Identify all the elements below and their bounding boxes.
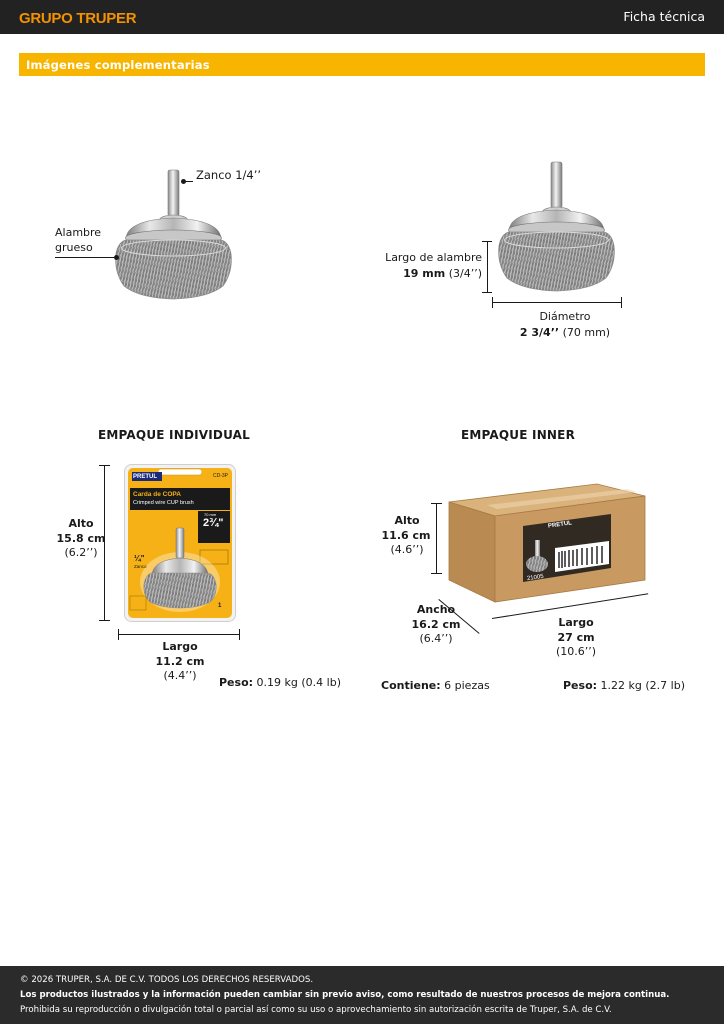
section-header [19,53,705,76]
individual-height-metric: 15.8 cm [56,532,106,545]
individual-length-imperial: (4.4’’) [163,669,197,682]
inner-length-label: Largo [558,616,594,629]
blister-card-image [124,464,236,622]
diameter-metric: (70 mm) [562,326,611,339]
dimension-tick [239,629,240,640]
dimension-tick [431,573,442,574]
card-size-mm: 70 mm [204,512,217,517]
card-shank-size: ¼" [134,554,145,563]
wire-length-imperial: (3/4’’) [448,267,482,280]
diameter-dimension-line [493,302,622,303]
inner-height-dimension-line [436,503,437,574]
individual-length-metric: 11.2 cm [155,655,205,668]
box-brand: PRETUL [547,520,573,530]
individual-length-label: Largo [162,640,198,653]
wire-length-value [360,267,482,282]
wire-label-line2: grueso [55,241,93,254]
shipping-box-image [447,482,647,604]
footer-copyright: © 2026 TRUPER, S.A. DE C.V. TODOS LOS DERECHOS RESERVADOS. [20,975,314,985]
shank-leader-dot [181,179,186,184]
card-size: 2¾" [203,517,224,529]
card-brand: PRETUL [133,474,157,480]
individual-package-title: EMPAQUE INDIVIDUAL [98,428,250,442]
product-image-left [108,168,240,302]
inner-length-imperial: (10.6’’) [555,645,597,658]
inner-width-metric: 16.2 cm [411,618,461,631]
individual-weight-label: Peso: [219,676,254,689]
individual-height-imperial: (6.2’’) [64,546,98,559]
inner-length-metric: 27 cm [557,631,595,644]
inner-contents [381,679,490,694]
individual-height-label: Alto [68,517,94,530]
wire-length-label: Largo de alambre [385,251,482,264]
inner-width-label: Ancho [416,603,456,616]
diameter-value [495,326,635,341]
blister-card [124,464,236,622]
wire-leader-line [55,257,117,258]
document-type: Ficha técnica [623,9,705,24]
inner-weight-value: 1.22 kg (2.7 lb) [600,679,685,692]
inner-package-title: EMPAQUE INNER [460,428,576,442]
dimension-tick [482,241,492,242]
shank-label: Zanco 1/4’’ [196,168,262,182]
dimension-tick [99,620,110,621]
card-product-name-en: Crimped wire CUP brush [133,500,194,506]
wire-length-metric: 19 mm [403,267,446,280]
inner-height-label: Alto [394,514,420,527]
inner-contents-label: Contiene: [381,679,441,692]
individual-weight [219,676,341,691]
card-product-name: Carda de COPA [133,491,181,498]
inner-height-imperial: (4.6’’) [390,543,424,556]
footer-legal: Prohibida su reproducción o divulgación total o parcial así como su uso o aprovechamiento sin autorización escrita de Truper, S.A. de C.V. [20,1005,612,1015]
cup-brush-image [491,160,623,294]
wire-label-line1: Alambre [55,226,102,239]
diameter-label: Diámetro [539,310,591,323]
dimension-tick [118,629,119,640]
dimension-tick [482,292,492,293]
dimension-tick [621,297,622,308]
card-code: CD-3P [213,473,229,479]
inner-width-imperial: (6.4’’) [419,632,453,645]
section-title: Imágenes complementarias [26,58,210,72]
inner-contents-value: 6 piezas [444,679,490,692]
page-footer [0,966,724,1024]
dimension-tick [431,503,442,504]
individual-length-dimension-line [119,634,240,635]
dimension-tick [492,297,493,308]
wire-leader-dot [114,255,119,260]
box-code: 21005 [526,573,545,583]
card-count: 1 [218,603,222,609]
brand-logo: GRUPO TRUPER [19,10,137,27]
wire-length-dimension-line [487,241,488,293]
cup-brush-image [108,168,240,302]
individual-weight-value: 0.19 kg (0.4 lb) [256,676,341,689]
page-header [0,0,724,34]
inner-height-metric: 11.6 cm [381,529,431,542]
inner-box [447,482,647,604]
dimension-tick [99,465,110,466]
card-shank-label: Zanco [134,564,147,569]
product-image-right [491,160,623,294]
inner-weight-label: Peso: [563,679,598,692]
diameter-imperial: 2 3/4’’ [519,326,560,339]
inner-weight [563,679,685,694]
footer-notice: Los productos ilustrados y la información pueden cambiar sin previo aviso, como resultado de nuestros procesos de mejora continua. [20,990,670,1000]
